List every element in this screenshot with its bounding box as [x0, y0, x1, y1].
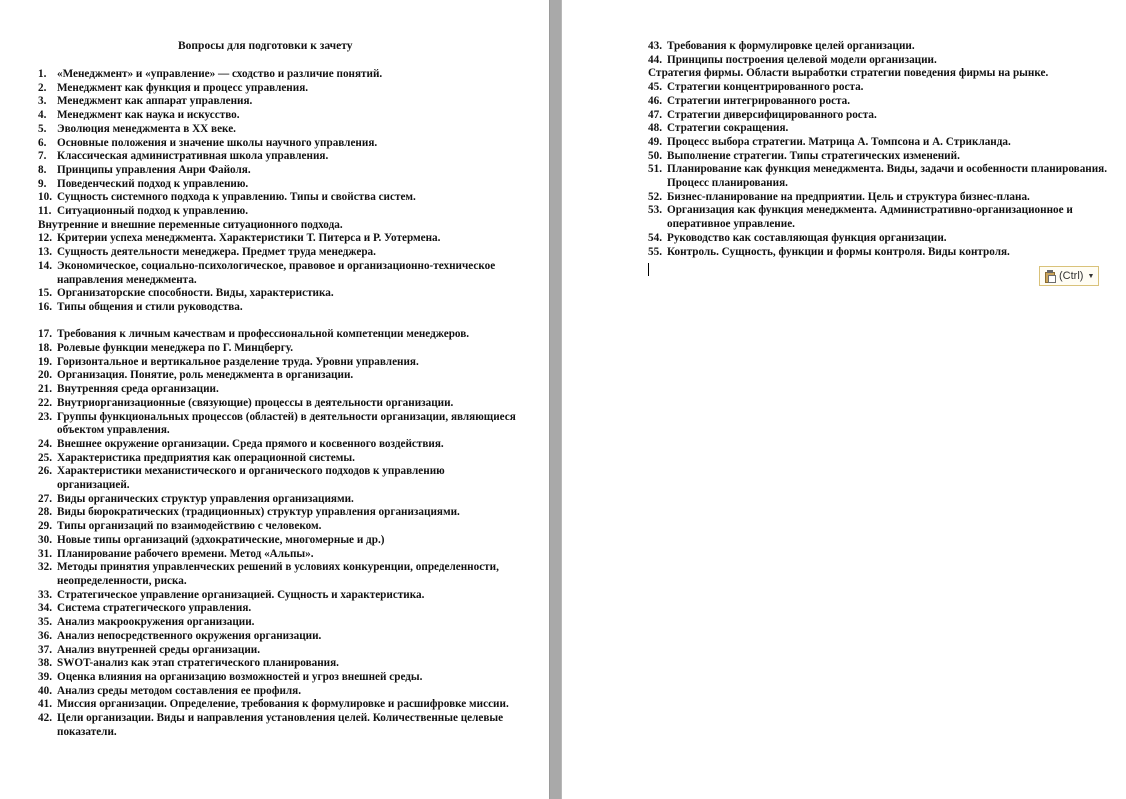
list-item-number: 5.	[38, 122, 47, 135]
list-subheading: Внутренние и внешние переменные ситуационного подхода.	[38, 218, 343, 231]
list-item	[38, 548, 518, 562]
list-item-text: Организаторские способности. Виды, характеристика.	[57, 287, 334, 300]
list-item-number: 16.	[38, 300, 52, 313]
list-item-text: Менеджмент как наука и искусство.	[57, 109, 240, 122]
list-item-text: Выполнение стратегии. Типы стратегических изменений.	[667, 149, 960, 162]
list-item-text: SWOT-анализ как этап стратегического планирования.	[57, 657, 339, 670]
list-item	[38, 698, 518, 712]
list-item	[38, 561, 518, 588]
list-item-text: Горизонтальное и вертикальное разделение труда. Уровни управления.	[57, 355, 419, 368]
list-item-number: 33.	[38, 588, 52, 601]
list-item-number: 2.	[38, 81, 47, 94]
list-item	[38, 452, 518, 466]
list-item-text: Типы общения и стили руководства.	[57, 300, 243, 313]
list-item-number: 52.	[648, 190, 662, 203]
list-item	[648, 54, 1118, 68]
list-item-text: Стратегии интегрированного роста.	[667, 94, 851, 107]
list-item	[38, 95, 518, 109]
list-item-text: Оценка влияния на организацию возможностей и угроз внешней среды.	[57, 670, 423, 683]
list-item-number: 17.	[38, 328, 52, 341]
list-item-number: 34.	[38, 602, 52, 615]
list-item	[38, 232, 518, 246]
list-item-text: Стратегии диверсифицированного роста.	[667, 108, 877, 121]
list-item-text: Характеристики механистического и органического подходов к управлению организацией.	[57, 465, 445, 492]
document-title: Вопросы для подготовки к зачету	[178, 40, 353, 52]
list-item-number: 54.	[648, 231, 662, 244]
list-item-text: Стратегии сокращения.	[667, 122, 789, 135]
list-item-number: 37.	[38, 643, 52, 656]
list-item-number: 10.	[38, 191, 52, 204]
list-item-text: Внешнее окружение организации. Среда прямого и косвенного воздействия.	[57, 437, 444, 450]
list-item-number: 30.	[38, 533, 52, 546]
list-item	[648, 40, 1118, 54]
list-item-number: 13.	[38, 246, 52, 259]
list-item-text: Типы организаций по взаимодействию с человеком.	[57, 520, 322, 533]
list-item	[38, 383, 518, 397]
list-item-number: 26.	[38, 465, 52, 478]
list-item-number: 23.	[38, 410, 52, 423]
list-item-number: 44.	[648, 53, 662, 66]
list-item	[648, 122, 1118, 136]
list-item-text: Характеристика предприятия как операционной системы.	[57, 451, 355, 464]
list-item-text: Планирование рабочего времени. Метод «Альпы».	[57, 547, 314, 560]
list-item-number: 21.	[38, 383, 52, 396]
list-item	[38, 287, 518, 301]
list-item-number: 39.	[38, 670, 52, 683]
list-item-text: Виды органических структур управления организациями.	[57, 492, 354, 505]
list-item-text: Требования к личным качествам и профессиональной компетенции менеджеров.	[57, 328, 470, 341]
list-item-text: Эволюция менеджмента в ХХ веке.	[57, 122, 236, 135]
questions-list-left	[38, 68, 518, 739]
list-subheading: Стратегия фирмы. Области выработки стратегии поведения фирмы на рынке.	[648, 67, 1049, 80]
list-item	[648, 95, 1118, 109]
list-item-text: Анализ среды методом составления ее профиля.	[57, 684, 302, 697]
list-item-text: Организация. Понятие, роль менеджмента в организации.	[57, 369, 354, 382]
list-item	[38, 123, 518, 137]
list-item-number: 31.	[38, 547, 52, 560]
list-item-text: Контроль. Сущность, функции и формы контроля. Виды контроля.	[667, 245, 1010, 258]
list-item	[38, 616, 518, 630]
list-item-number: 47.	[648, 108, 662, 121]
list-item	[38, 671, 518, 685]
list-item	[38, 178, 518, 192]
list-item-number: 50.	[648, 149, 662, 162]
list-item-text: Принципы построения целевой модели организации.	[667, 53, 937, 66]
list-item-text: Анализ макроокружения организации.	[57, 616, 255, 629]
list-item-number: 46.	[648, 94, 662, 107]
list-item-text: Сущность системного подхода к управлению. Типы и свойства систем.	[57, 191, 416, 204]
list-item-text: Миссия организации. Определение, требования к формулировке и расшифровке миссии.	[57, 698, 509, 711]
list-item	[38, 369, 518, 383]
list-item	[38, 712, 518, 739]
list-item	[38, 465, 518, 492]
list-item	[38, 82, 518, 96]
list-item-number: 55.	[648, 245, 662, 258]
list-item	[38, 328, 518, 342]
list-item-number: 41.	[38, 698, 52, 711]
list-item	[38, 397, 518, 411]
list-item	[648, 246, 1118, 260]
list-item-number: 3.	[38, 95, 47, 108]
list-item	[38, 205, 518, 219]
list-item	[38, 68, 518, 82]
list-item-number: 7.	[38, 150, 47, 163]
list-item-text: Группы функциональных процессов (областей) в деятельности организации, являющиеся объектом управления.	[57, 410, 516, 437]
list-item-number: 11.	[38, 205, 52, 218]
list-item	[38, 589, 518, 603]
list-item-number: 49.	[648, 135, 662, 148]
list-item-text: Требования к формулировке целей организации.	[667, 40, 915, 52]
list-item	[648, 191, 1118, 205]
list-item-number: 43.	[648, 40, 662, 52]
list-item-text: Система стратегического управления.	[57, 602, 252, 615]
list-item-text: Виды бюрократических (традиционных) структур управления организациями.	[57, 506, 460, 519]
list-item-number: 27.	[38, 492, 52, 505]
list-item	[648, 232, 1118, 246]
questions-list-right	[648, 40, 1118, 259]
list-item	[648, 163, 1118, 190]
page-gutter	[549, 0, 562, 799]
clipboard-icon	[1044, 270, 1056, 283]
list-item	[38, 137, 518, 151]
paste-options-button[interactable]	[1039, 266, 1099, 286]
list-item-text: Организация как функция менеджмента. Административно-организационное и оперативное управление.	[667, 204, 1073, 231]
list-item-number: 25.	[38, 451, 52, 464]
list-item	[38, 685, 518, 699]
list-item	[38, 411, 518, 438]
list-item-number: 18.	[38, 342, 52, 355]
paste-options-label: (Ctrl)	[1059, 270, 1084, 282]
list-item-number: 20.	[38, 369, 52, 382]
page-left	[0, 0, 549, 799]
list-item	[38, 630, 518, 644]
list-item	[38, 342, 518, 356]
list-item-text: Внутриорганизационные (связующие) процессы в деятельности организации.	[57, 396, 454, 409]
list-item-number: 8.	[38, 163, 47, 176]
list-item-text: Менеджмент как функция и процесс управления.	[57, 81, 309, 94]
list-item-text: Процесс выбора стратегии. Матрица А. Томпсона и А. Стрикланда.	[667, 135, 1011, 148]
list-item-number: 36.	[38, 629, 52, 642]
list-item-number: 12.	[38, 232, 52, 245]
list-item-number: 53.	[648, 204, 662, 217]
list-item	[38, 602, 518, 616]
list-item-number: 6.	[38, 136, 47, 149]
list-item	[38, 506, 518, 520]
list-item-text: Принципы управления Анри Файоля.	[57, 163, 251, 176]
list-item-text: Ситуационный подход к управлению.	[57, 205, 249, 218]
list-item-number: 38.	[38, 657, 52, 670]
text-cursor	[648, 263, 649, 276]
list-item	[648, 109, 1118, 123]
list-item	[38, 356, 518, 370]
list-item	[648, 204, 1118, 231]
list-item-number: 29.	[38, 520, 52, 533]
list-item-text: Бизнес-планирование на предприятии. Цель и структура бизнес-плана.	[667, 190, 1030, 203]
list-item	[38, 644, 518, 658]
list-item-number: 28.	[38, 506, 52, 519]
list-item	[38, 246, 518, 260]
list-item-text: Анализ внутренней среды организации.	[57, 643, 261, 656]
list-item-text: Классическая административная школа управления.	[57, 150, 329, 163]
list-item	[648, 81, 1118, 95]
list-item-text: Основные положения и значение школы научного управления.	[57, 136, 378, 149]
list-item	[38, 520, 518, 534]
list-item-number: 14.	[38, 259, 52, 272]
list-item-text: Планирование как функция менеджмента. Виды, задачи и особенности планирования. Процесс планирования.	[667, 163, 1108, 190]
list-item-text: Ролевые функции менеджера по Г. Минцбергу.	[57, 342, 294, 355]
list-item-text: Внутренняя среда организации.	[57, 383, 219, 396]
list-item-number: 15.	[38, 287, 52, 300]
list-item	[38, 150, 518, 164]
list-item	[38, 260, 518, 287]
list-item-text: Стратегическое управление организацией. Сущность и характеристика.	[57, 588, 425, 601]
list-item-number: 1.	[38, 68, 47, 80]
list-item-text: «Менеджмент» и «управление» — сходство и различие понятий.	[57, 68, 383, 80]
list-item-number: 42.	[38, 712, 52, 725]
list-item-text: Критерии успеха менеджмента. Характеристики Т. Питерса и Р. Уотермена.	[57, 232, 441, 245]
page-right	[562, 0, 1126, 799]
list-item-text: Цели организации. Виды и направления установления целей. Количественные целевые показатели.	[57, 712, 504, 738]
list-item-text: Стратегии концентрированного роста.	[667, 81, 864, 94]
list-item-number: 32.	[38, 561, 52, 574]
list-item-text: Поведенческий подход к управлению.	[57, 177, 249, 190]
list-item	[648, 150, 1118, 164]
list-item-number: 45.	[648, 81, 662, 94]
list-item-text: Методы принятия управленческих решений в условиях конкуренции, определенности, неопределенности, риска.	[57, 561, 499, 587]
list-item	[38, 109, 518, 123]
list-item	[648, 136, 1118, 150]
list-item	[38, 191, 518, 205]
list-item-number: 9.	[38, 177, 47, 190]
blank-line	[38, 315, 518, 329]
list-item-number: 40.	[38, 684, 52, 697]
list-item-number: 4.	[38, 109, 47, 122]
list-item-text: Руководство как составляющая функция организации.	[667, 231, 947, 244]
list-item-number: 24.	[38, 437, 52, 450]
list-item	[38, 164, 518, 178]
chevron-down-icon: ▼	[1087, 272, 1095, 280]
list-item	[38, 438, 518, 452]
list-item-number: 48.	[648, 122, 662, 135]
list-item-number: 51.	[648, 163, 662, 176]
list-item-text: Новые типы организаций (эдхократические, многомерные и др.)	[57, 533, 385, 546]
list-item-number: 22.	[38, 396, 52, 409]
list-item	[38, 534, 518, 548]
list-item	[38, 657, 518, 671]
list-item	[38, 301, 518, 315]
list-item-text: Сущность деятельности менеджера. Предмет труда менеджера.	[57, 246, 376, 259]
list-item-number: 19.	[38, 355, 52, 368]
list-item-number: 35.	[38, 616, 52, 629]
list-item-text: Менеджмент как аппарат управления.	[57, 95, 253, 108]
list-item	[38, 493, 518, 507]
list-item-text: Экономическое, социально-психологическое, правовое и организационно-техническое направления менеджмента.	[57, 259, 496, 286]
list-item-text: Анализ непосредственного окружения организации.	[57, 629, 322, 642]
